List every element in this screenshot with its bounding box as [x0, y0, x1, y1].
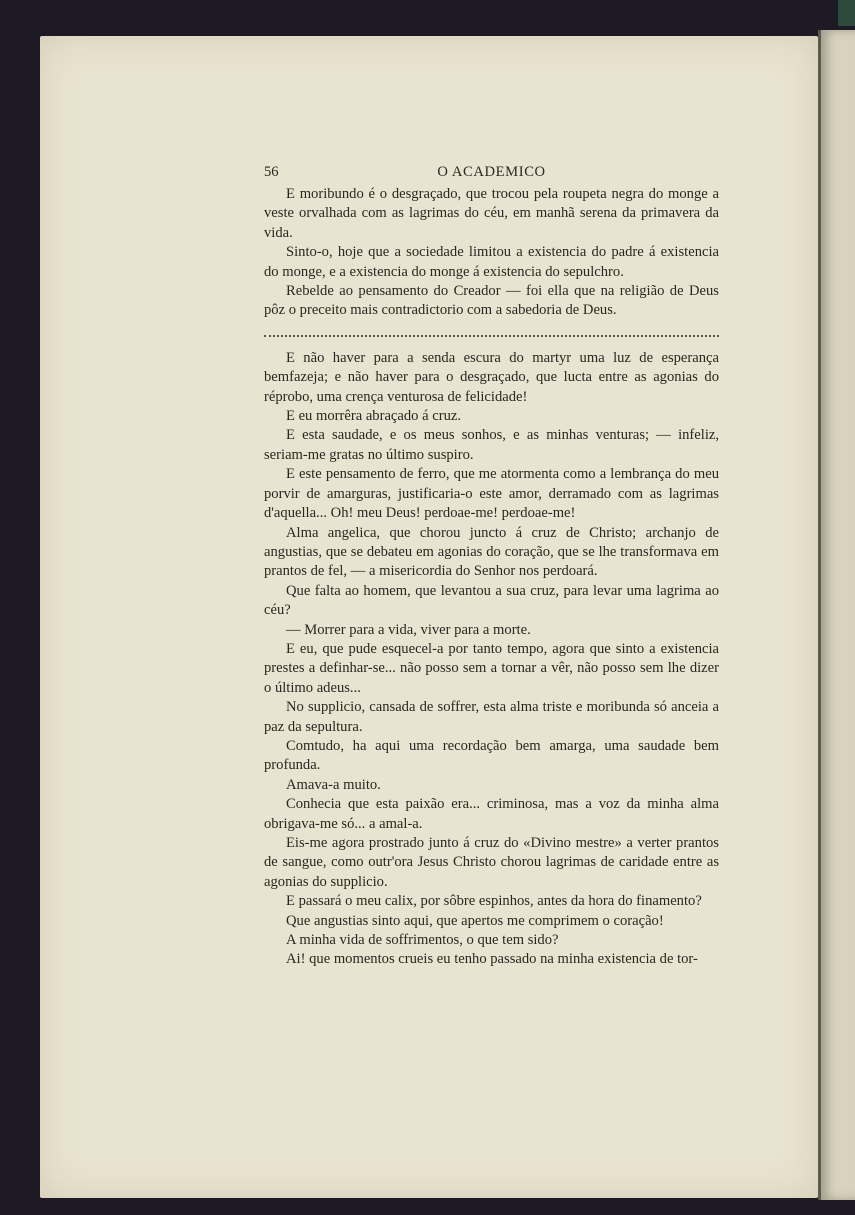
paragraph: E passará o meu calix, por sôbre espinhos, antes da hora do finamento? — [286, 893, 702, 910]
section-spacer — [264, 342, 719, 349]
paragraph: Que angustias sinto aqui, que apertos me comprimem o coração! — [286, 912, 664, 929]
paragraph: Alma angelica, que chorou juncto á cruz de Christo; archanjo de angustias, que se debateu em agonias do coração, que se lhe transformava em prantos de fel, — a misericordia do Senhor nos perdoará. — [264, 524, 719, 580]
paragraph: Sinto-o, hoje que a sociedade limitou a existencia do padre á existencia do monge, e a existencia do monge á existencia do sepulchro. — [264, 244, 719, 280]
paragraph: E este pensamento de ferro, que me atormenta como a lembrança do meu porvir de amarguras, justificaria-o este amor, derramado com as lagrimas d'aquella... Oh! meu Deus! perdoae-me! perdoae-me! — [264, 466, 719, 522]
page-number: 56 — [264, 164, 279, 180]
paragraph: E não haver para a senda escura do martyr uma luz de esperança bemfazeja; e não haver para o desgraçado, que lucta entre as agonias do réprobo, uma crença venturosa de felicidade! — [264, 349, 719, 405]
paragraph: Que falta ao homem, que levantou a sua cruz, para levar uma lagrima ao céu? — [264, 582, 719, 619]
paragraph: Conhecia que esta paixão era... criminosa, mas a voz da minha alma obrigava-me só... a amal-a. — [264, 796, 719, 832]
paragraph: E eu, que pude esquecel-a por tanto tempo, agora que sinto a existencia prestes a definhar-se... não posso sem a tornar a vêr, não posso sem lhe dizer o último adeus... — [264, 640, 719, 696]
paragraph: — Morrer para a vida, viver para a morte. — [286, 621, 531, 638]
paragraph: Rebelde ao pensamento do Creador — foi ella que na religião de Deus pôz o preceito mais contradictorio com a sabedoria de Deus. — [264, 283, 719, 319]
adjacent-page-edge — [818, 30, 855, 1200]
paragraph: Eis-me agora prostrado junto á cruz do «Divino mestre» a verter prantos de sangue, como outr'ora Jesus Christo chorou lagrimas de caridade entre as agonias do supplicio. — [264, 835, 719, 890]
running-title: O ACADEMICO — [437, 164, 546, 180]
paragraph: Comtudo, ha aqui uma recordação bem amarga, uma saudade bem profunda. — [264, 737, 719, 774]
paragraph: No supplicio, cansada de soffrer, esta alma triste e moribunda só anceia a paz da sepultura. — [264, 699, 719, 735]
paragraph: Amava-a muito. — [286, 776, 381, 793]
binding-strip — [838, 0, 855, 26]
page-text-block — [264, 163, 719, 970]
paragraph: E moribundo é o desgraçado, que trocou pela roupeta negra do monge a veste orvalhada com as lagrimas do céu, em manhã serena da primavera da vida. — [264, 186, 719, 241]
paragraph: A minha vida de soffrimentos, o que tem sido? — [286, 932, 559, 949]
paragraph: E esta saudade, e os meus sonhos, e as minhas venturas; — infeliz, seriam-me gratas no último suspiro. — [264, 427, 719, 463]
dotted-section-divider — [264, 323, 719, 337]
page-header — [264, 163, 719, 183]
paragraph: E eu morrêra abraçado á cruz. — [286, 408, 462, 425]
paragraph: Ai! que momentos crueis eu tenho passado na minha existencia de tor- — [286, 951, 698, 968]
